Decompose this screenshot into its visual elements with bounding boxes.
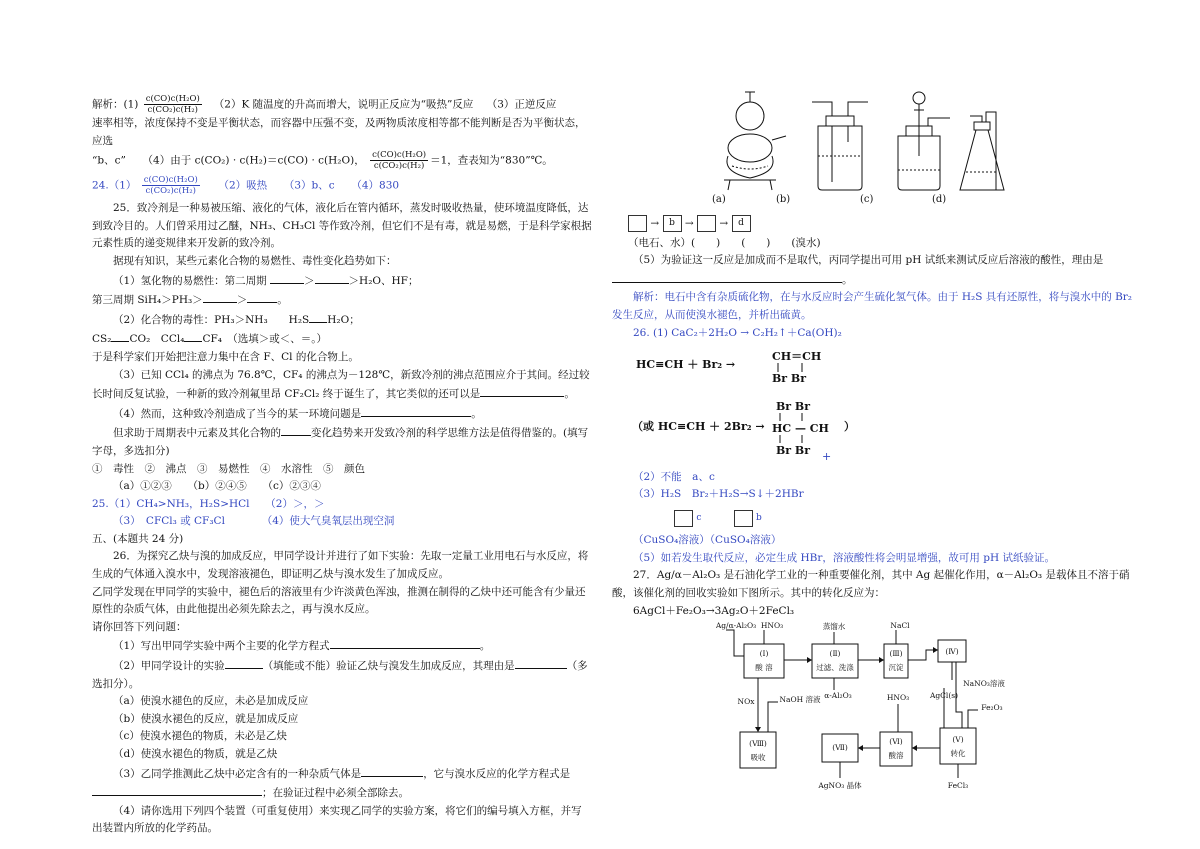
svg-text:）: ） (844, 420, 855, 434)
svg-text:α-Al₂O₃: α-Al₂O₃ (824, 691, 852, 701)
apparatus-d (960, 112, 1004, 190)
apparatus-b (812, 102, 868, 190)
left-column: 解析：(1) $\frac{\text{c(CO)c(H₂O)}}{\text{c(CO₂)c(H₂)}}$ （2）K 随温度的升高而增大，说明正反应为“吸热”反应 （3）正逆反应 速率相等，浓度保持不变是平衡状态，而容器中压强不变，及两物质浓度相等都不能判断是否为平衡状态，应选 “b、c” （4）由于 c(CO₂) · c(H₂)＝c(CO) · c(H₂O)， $\frac{\text{c(CO)c(H₂O)}}{\text{c(CO₂)c(H₂)}}$ ＝1，查表知为“830”℃。 24.（1） $\frac{\text{c(CO)c(H₂O)}}{\text{c(CO₂)c(H₂)}}$ （2）吸热 （3）b、c （4）830 25．致冷剂是一种易被压缩、液化的气体，液化后在管内循环，蒸发时吸收热量，使环境温度降低，达到致冷目的。人们曾采用过乙醚，NH₃、CH₃Cl 等作致冷剂，但它们不是有毒，就是易燃，于是科学家根据元素性质的递变规律来开发新的致冷剂。 据现有知识，某些元素化合物的易燃性、毒性变化趋势如下： （1）氢化物的易燃性：第二周期 ＞ ＞H₂O、HF； 第三周期 SiH₄＞PH₃＞ ＞ 。 （2）化合物的毒性：PH₃＞NH₃ H₂S H₂O； CS₂ CO₂ CCl₄ CF₄ （选填＞或＜、＝。） 于是科学家们开始把注意力集中在含 F、Cl 的化合物上。 （3）已知 CCl₄ 的沸点为 76.8℃，CF₄ 的沸点为－128℃，新致冷剂的沸点范围应介于其间。经过较长时间反复试验，一种新的致冷剂氟里昂 CF₂Cl₂ 终于诞生了，其它类似的还可以是 。 （4）然而，这种致冷剂造成了当今的某一环境问题是 。 但求助于周期表中元素及其化合物的 变化趋势来开发致冷剂的科学思维方法是值得借鉴的。(填写字母，多选扣分) ① 毒性 ② 沸点 ③ 易燃性 ④ 水溶性 ⑤ 颜色 （a）①②③ （b）②④⑤ （c）②③④ 25.（1）CH₄>NH₃，H₂S>HCl （2）＞，＞ （3） CFCl₃ 或 CF₃Cl （4）使大气臭氧层出现空洞 五、(本题共 24 分) 26．为探究乙炔与溴的加成反应，甲同学设计并进行了如下实验：先取一定量工业用电石与水反应，将生成的气体通入溴水中，发现溶液褪色，即证明乙炔与溴水发生了加成反应。 乙同学发现在甲同学的实验中，褪色后的溶液里有少许淡黄色浑浊，推测在制得的乙炔中还可能含有少量还原性的杂质气体，由此他提出必须先除去之，再与溴水反应。 请你回答下列问题： （1）写出甲同学实验中两个主要的化学方程式 。 （2）甲同学设计的实验 （填能或不能）验证乙炔与溴发生加成反应，其理由是 （多选扣分）。 （a）使溴水褪色的反应，未必是加成反应 （b）使溴水褪色的反应，就是加成反应 （c）使溴水褪色的物质，未必是乙炔 （d）使溴水褪色的物质，就是乙炔 （3）乙同学推测此乙炔中必定含有的一种杂质气体是 ，它与溴水反应的化学方程式是 ；在验证过程中必须全部除去。 （4）请你选用下列四个装置（可重复使用）来实现乙同学的实验方案，将它们的编号填入方框，并写出装置内所放的化学药品。 (92, 94, 592, 835)
svg-text:Fe₂O₃: Fe₂O₃ (981, 703, 1003, 713)
label-d: (d) (932, 194, 947, 204)
svg-text:(Ⅲ): (Ⅲ) (889, 649, 903, 659)
apparatus-c (898, 92, 950, 190)
answer-23-line3: “b、c” （4）由于 c(CO₂) · c(H₂)＝c(CO) · c(H₂O)， $\frac{\text{c(CO)c(H₂O)}}{\text{c(CO₂)c(H₂)}}$ ＝1，查表知为“830”℃。 (92, 150, 553, 172)
question-25: 25．致冷剂是一种易被压缩、液化的气体，液化后在管内循环，蒸发时吸收热量，使环境温度降低，达到致冷目的。人们曾采用过乙醚，NH₃、CH₃Cl 等作致冷剂，但它们不是有毒，就是易燃，于是科学家根据元素性质的递变规律来开发新的致冷剂。 (92, 202, 592, 250)
sequence-box-2[interactable]: b (663, 215, 682, 232)
svg-text:HNO₃: HNO₃ (760, 621, 784, 631)
question-27: 27．Ag/α－Al₂O₃ 是石油化学工业的一种重要催化剂，其中 Ag 起催化作用，α－Al₂O₃ 是载体且不溶于硝酸，该催化剂的回收实验如下图所示。其中的转化反应为： (612, 569, 1130, 599)
apparatus-figure (612, 86, 1012, 204)
svg-text:(Ⅳ): (Ⅳ) (945, 647, 959, 657)
svg-text:转化: 转化 (950, 749, 966, 759)
svg-text:Br Br: Br Br (776, 400, 811, 414)
svg-text:CH＝CH: CH＝CH (772, 350, 822, 364)
svg-text:NaCl: NaCl (890, 621, 910, 631)
svg-text:NaNO₃溶液: NaNO₃溶液 (963, 679, 1005, 689)
svg-text:NOx: NOx (737, 697, 755, 707)
svg-text:+: + (822, 450, 832, 463)
answer-26: 26. (1) CaC₂＋2H₂O → C₂H₂↑＋Ca(OH)₂ (633, 326, 842, 339)
answer-25: 25.（1）CH₄>NH₃，H₂S>HCl （2）＞，＞ (92, 497, 325, 510)
svg-text:（或 HC≡CH ＋ 2Br₂ →: （或 HC≡CH ＋ 2Br₂ → (632, 420, 765, 434)
answer-box-b: b (734, 510, 753, 527)
svg-text:蒸馏水: 蒸馏水 (822, 622, 846, 632)
question-26: 26．为探究乙炔与溴的加成反应，甲同学设计并进行了如下实验：先取一定量工业用电石与水反应，将生成的气体通入溴水中，发现溶液褪色，即证明乙炔与溴水发生了加成反应。 (92, 550, 589, 581)
recovery-flowchart (716, 620, 1016, 798)
sequence-box-3[interactable] (697, 215, 716, 232)
svg-text:(Ⅴ): (Ⅴ) (952, 735, 964, 745)
box-5 (940, 728, 976, 764)
section-5-heading: 五、(本题共 24 分) (92, 532, 184, 545)
label-b: (b) (776, 194, 791, 204)
svg-text:Br Br: Br Br (772, 372, 807, 386)
svg-text:NaOH 溶液: NaOH 溶液 (779, 695, 821, 705)
svg-text:(Ⅷ): (Ⅷ) (749, 739, 767, 749)
svg-text:(Ⅶ): (Ⅶ) (832, 743, 848, 753)
svg-text:过滤、洗涤: 过滤、洗涤 (816, 663, 854, 673)
svg-text:FeCl₃: FeCl₃ (947, 781, 969, 791)
svg-text:HNO₃: HNO₃ (886, 693, 910, 703)
sequence-boxes: → b → → d (628, 215, 1132, 233)
svg-text:AgNO₃ 晶体: AgNO₃ 晶体 (818, 781, 862, 791)
svg-text:Br Br: Br Br (776, 444, 811, 458)
svg-text:酸 溶: 酸 溶 (755, 663, 773, 673)
svg-text:(Ⅰ): (Ⅰ) (759, 649, 769, 659)
fraction-k: $\frac{\text{c(CO)c(H₂O)}}{\text{c(CO₂)c(H₂)}}$ (145, 94, 200, 115)
sequence-box-1[interactable] (628, 215, 647, 232)
svg-text:吸收: 吸收 (750, 753, 766, 763)
sequence-box-4[interactable]: d (732, 215, 751, 232)
svg-text:Ag/α-Al₂O₃: Ag/α-Al₂O₃ (716, 621, 757, 631)
svg-text:HC — CH: HC — CH (772, 422, 829, 436)
box-8 (740, 732, 776, 768)
reaction-structures (612, 342, 972, 462)
answer-23: 解析：(1) $\frac{\text{c(CO)c(H₂O)}}{\text{c(CO₂)c(H₂)}}$ （2）K 随温度的升高而增大，说明正反应为“吸热”反应 （3）正逆反应 (92, 94, 557, 115)
svg-text:HC≡CH ＋ Br₂ →: HC≡CH ＋ Br₂ → (636, 358, 736, 372)
label-c: (c) (860, 194, 874, 204)
answer-box-c: c (674, 510, 693, 527)
svg-text:AgCl(s): AgCl(s) (929, 691, 959, 701)
right-column: (a) (b) (c) (d) → b → → d （电石、水）( ) ( ) (溴水) （5）为验证这一反应是加成而不是取代，丙同学提出可用 pH 试纸来测试反应后溶液的酸性，理由是。 解析：电石中含有杂质硫化物，在与水反应时会产生硫化氢气体。由于 H₂S 具有还原性，将与溴水中的 Br₂ 发生反应，从而使溴水褪色，并析出硫黄。 26. (1) CaC₂＋2H₂O → C₂H₂↑＋Ca(OH)₂ HC≡CH ＋ Br₂ → CH＝CH Br Br （或 HC≡CH ＋ 2Br₂ → Br Br HC — CH Br Br ） + （2）不能 a、c （3）H₂S Br₂＋H₂S→S↓＋2HBr c b （CuSO₄溶液）（CuSO₄溶液） （5）如若发生取代反应，必定生成 HBr，溶液酸性将会明显增强，故可用 pH 试纸验证。 27．Ag/α－Al₂O₃ 是石油化学工业的一种重要催化剂，其中 Ag 起催化作用，α－Al₂O₃ 是载体且不溶于硝酸，该催化剂的回收实验如下图所示。其中的转化反应为： 6AgCl＋Fe₂O₃→3Ag₂O＋2FeCl₃ Ag/α-Al₂O₃ HNO₃ 蒸馏水 NaCl (Ⅰ) 酸 溶 (Ⅱ) 过滤、洗涤 (Ⅲ) 沉淀 (Ⅳ) α-Al₂O₃ AgCl(s) NaNO₃溶液 NOx NaOH 溶液 HNO₃ Fe₂O₃ (Ⅷ) 吸收 (Ⅶ) (Ⅵ) 酸溶 (Ⅴ) 转化 FeCl₃ AgNO₃ 晶体 (612, 86, 1132, 805)
apparatus-a (724, 92, 786, 190)
label-a: (a) (712, 194, 726, 204)
svg-text:(Ⅵ): (Ⅵ) (889, 737, 903, 747)
svg-text:(Ⅱ): (Ⅱ) (829, 649, 841, 659)
svg-text:沉淀: 沉淀 (888, 663, 904, 673)
answer-24: 24.（1） $\frac{\text{c(CO)c(H₂O)}}{\text{c(CO₂)c(H₂)}}$ （2）吸热 （3）b、c （4）830 (92, 175, 400, 197)
answer-26-explanation: 解析：电石中含有杂质硫化物，在与水反应时会产生硫化氢气体。由于 H₂S 具有还原性，将与溴水中的 Br₂ 发生反应，从而使溴水褪色，并析出硫黄。 (612, 291, 1133, 322)
svg-text:酸溶: 酸溶 (888, 751, 904, 761)
answer-23-line2: 速率相等，浓度保持不变是平衡状态，而容器中压强不变，及两物质浓度相等都不能判断是否为平衡状态，应选 (92, 117, 586, 147)
